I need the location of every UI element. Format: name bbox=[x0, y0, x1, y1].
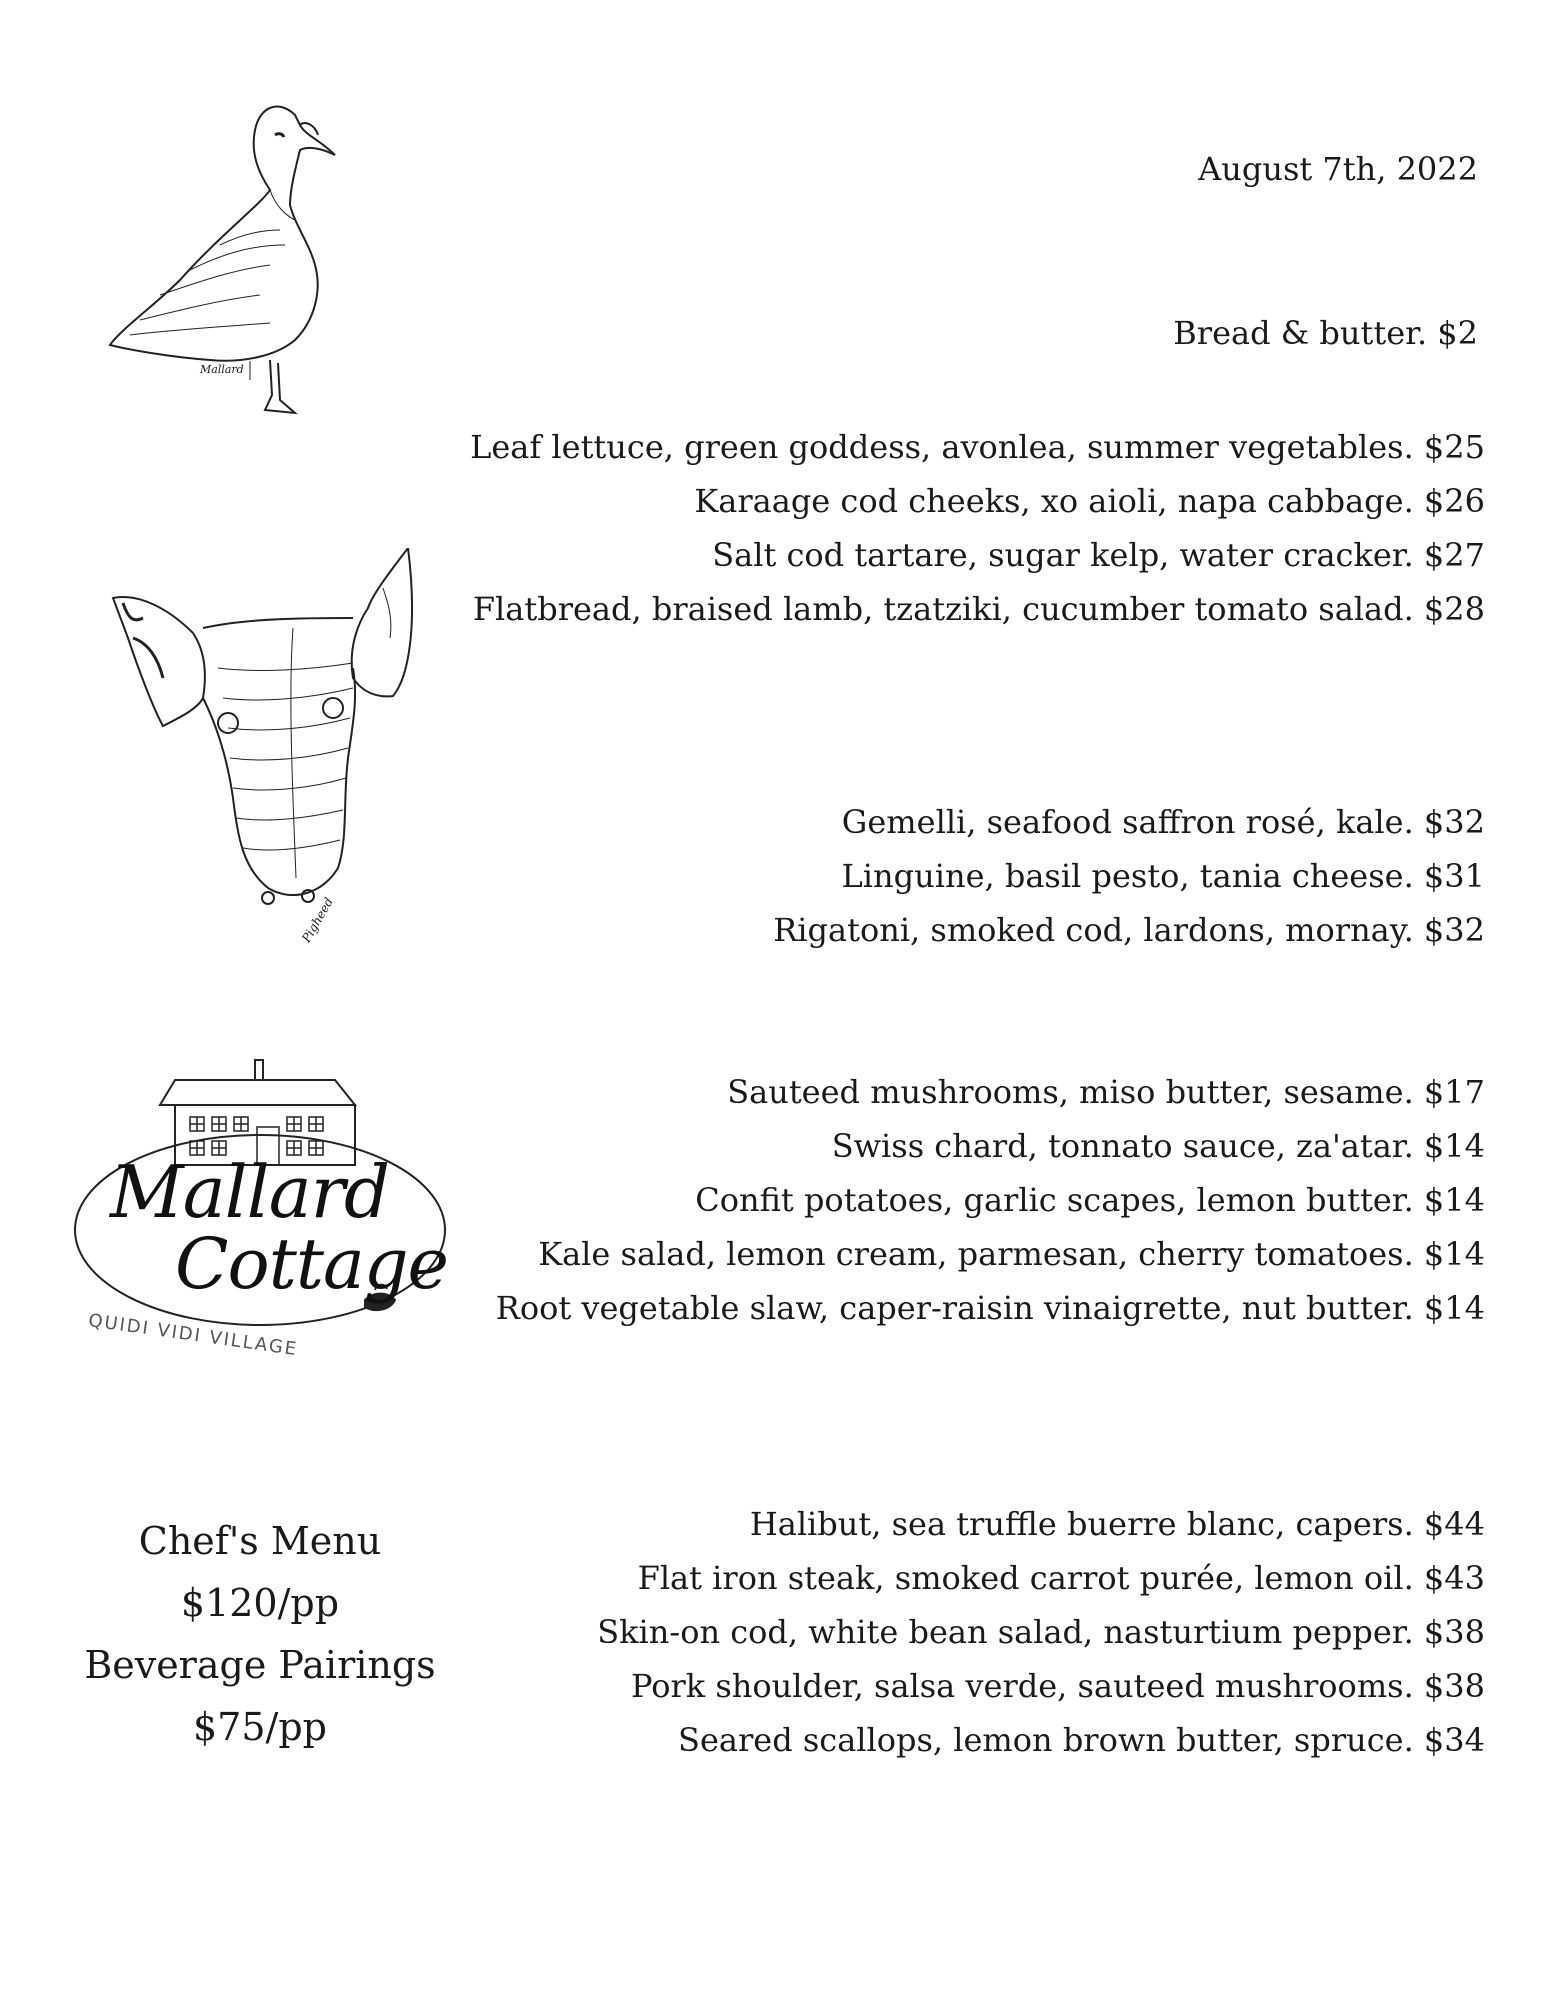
menu-item: Halibut, sea truffle buerre blanc, capers. $44 bbox=[749, 1505, 1485, 1543]
beverage-pairings-price: $75/pp bbox=[193, 1705, 327, 1749]
menu-item: Skin-on cod, white bean salad, nasturtium pepper. $38 bbox=[597, 1613, 1485, 1651]
duck-caption: Mallard bbox=[200, 363, 244, 376]
menu-item: Seared scallops, lemon brown butter, spruce. $34 bbox=[678, 1721, 1485, 1759]
pig-head-illustration bbox=[108, 548, 418, 948]
menu-item: Flat iron steak, smoked carrot purée, lemon oil. $43 bbox=[637, 1559, 1485, 1597]
menu-item: Flatbread, braised lamb, tzatziki, cucumber tomato salad. $28 bbox=[472, 590, 1485, 628]
menu-item: Leaf lettuce, green goddess, avonlea, summer vegetables. $25 bbox=[470, 428, 1485, 466]
mallard-cottage-logo bbox=[65, 1055, 455, 1361]
menu-item: Karaage cod cheeks, xo aioli, napa cabbage. $26 bbox=[694, 482, 1485, 520]
menu-item: Swiss chard, tonnato sauce, za'atar. $14 bbox=[831, 1127, 1485, 1165]
logo-arc-text: QUIDI VIDI VILLAGE bbox=[87, 1310, 300, 1361]
menu-section-starters bbox=[470, 420, 1485, 636]
chef-menu-block bbox=[70, 1510, 450, 1758]
chef-menu-title: Chef's Menu bbox=[138, 1519, 382, 1563]
pig-caption: Pigheed bbox=[299, 895, 336, 945]
menu-item: Rigatoni, smoked cod, lardons, mornay. $32 bbox=[773, 911, 1485, 949]
menu-section-mains bbox=[597, 1497, 1485, 1767]
menu-item: Linguine, basil pesto, tania cheese. $31 bbox=[841, 857, 1485, 895]
menu-item: Salt cod tartare, sugar kelp, water cracker. $27 bbox=[712, 536, 1485, 574]
logo-line2: Cottage bbox=[175, 1223, 448, 1305]
menu-item: Pork shoulder, salsa verde, sauteed mushrooms. $38 bbox=[630, 1667, 1485, 1705]
menu-item: Gemelli, seafood saffron rosé, kale. $32 bbox=[841, 803, 1485, 841]
menu-date: August 7th, 2022 bbox=[1198, 150, 1478, 188]
menu-item: Confit potatoes, garlic scapes, lemon butter. $14 bbox=[695, 1181, 1485, 1219]
mallard-duck-illustration bbox=[100, 95, 410, 425]
bread-item: Bread & butter. $2 bbox=[1173, 314, 1478, 352]
menu-item: Root vegetable slaw, caper-raisin vinaigrette, nut butter. $14 bbox=[495, 1289, 1485, 1327]
menu-item: Kale salad, lemon cream, parmesan, cherry tomatoes. $14 bbox=[538, 1235, 1485, 1273]
chef-menu-price: $120/pp bbox=[180, 1581, 340, 1625]
menu-section-sides bbox=[496, 1065, 1485, 1335]
menu-section-pasta bbox=[773, 795, 1485, 957]
beverage-pairings-title: Beverage Pairings bbox=[84, 1643, 436, 1687]
menu-item: Sauteed mushrooms, miso butter, sesame. $17 bbox=[727, 1073, 1485, 1111]
logo-line1: Mallard bbox=[110, 1150, 390, 1234]
